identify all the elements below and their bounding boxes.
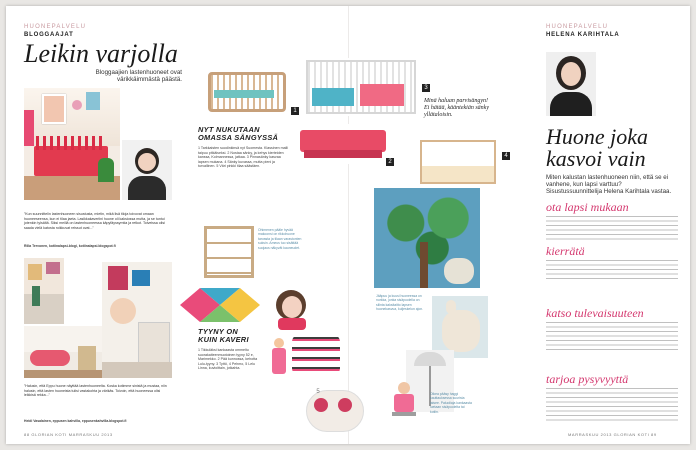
- middle-heading-2: [198, 328, 249, 344]
- right-subhead-3: katso tulevaisuuteen: [546, 306, 644, 320]
- right-subhead-4: tarjoa pysyvyyttä: [546, 372, 629, 386]
- middle-heading-2-line-2: KUIN KAVERI: [198, 335, 249, 344]
- designer-portrait: [546, 52, 596, 116]
- badge-1: 1: [291, 107, 299, 115]
- middle-body-1: 1 Tarkkaisten suodinkinsä nyt Suomesta. Klassinen malli taipuu pitkäiseksi. 2 Nostaa sänky, ja kehys kierteiden kanssa, Kolmannessa, jatkaa. 3 Pinnasänky kasvaa lapsen mukana. 4 Sänky kuvassa, mutta pieni ja turvallinen. 5 Väri pinkki tilaa säästäen.: [198, 146, 289, 169]
- toy-figure-photo: [268, 336, 290, 380]
- white-crib-photo: [302, 58, 418, 116]
- left-title: Leikin varjolla: [24, 39, 178, 68]
- middle-heading-1: [198, 126, 278, 142]
- shelf-photo: [198, 220, 254, 278]
- right-body-2: [546, 260, 678, 282]
- magazine-spread: [6, 6, 690, 444]
- right-title-line-2: kasvoi vain: [546, 146, 646, 171]
- right-body-4: [546, 388, 678, 422]
- doll-cushion-photo: [264, 286, 320, 330]
- badge-4: 4: [502, 152, 510, 160]
- right-subhead-2: kierrätä: [546, 244, 585, 258]
- striped-cushion-photo: [290, 332, 342, 378]
- badge-2: 2: [386, 158, 394, 166]
- bottom-caption: Oikea pääsy haggi kauttauksessa suurista laisee. Paluoliaja kankaasta luetaan sisäpuolelta tai kotiin.: [430, 392, 472, 414]
- canopy-bed-photo: [416, 134, 498, 186]
- shelf-caption: Ohimenen pääle hyvää makoonsi on rikkohuone tarvasta ja tilaan varastonten suksin. Ameus tuo sisättää suojaus näkyvät kauneudet.: [258, 228, 302, 250]
- pink-bed-photo: [296, 124, 392, 164]
- right-subhead-1: ota lapsi mukaan: [546, 200, 629, 214]
- geometric-cushion-svg: [180, 288, 260, 322]
- right-body-1: [546, 216, 678, 242]
- right-kicker: HELENA KARIHTALA: [546, 32, 620, 38]
- geometric-cushion-photo: [180, 288, 260, 322]
- kids-room-photo-1: [24, 88, 120, 200]
- middle-heading-2-line-1: TYYNY ON: [198, 327, 239, 336]
- left-quote-1: "Kun suunnittelin lastenhuoneen sisustusta, mietin, mikä lisä tiloja toivovat omaan huoneeseensa, kun ei tilaa jaeta. Lasikkakaveriini huone oli kaksiossa mutta, ja se tuntui jotenkin tylsältä. Siksi meillä on lastenhuoneessa käpyfäyssymtia ja retkot. Toiveissa olisi saada vielä katosta roikkuvat reissut ovat...": [24, 212, 165, 230]
- middle-callout: Minä haluan parvisängyn! Ei hätää, kääntekiän sänky yllätaloisin.: [424, 98, 489, 118]
- middle-body-2: 1 Tikkuläksi kankaasta ommeltu suorakaiteenmuotoinen tyyny 52 e, Marimekko. 2 Pää kunnossa, kehotta Lulu-tyyny. 3 Tyttö, 4 Pehmo, 5 Lelu Linna, kuvioittain, jotkahta.: [198, 348, 258, 371]
- right-folio: MARRASKUU 2013 GLORIAN KOTI 89: [568, 432, 657, 437]
- wooden-cot-photo: [202, 64, 286, 116]
- middle-heading-1-line-2: OMASSA SÄNGYSSÄ: [198, 133, 279, 142]
- owl-cushion-photo: [302, 386, 368, 434]
- left-quote-2-credit: Heidi Vasalainen, eppusen kahvilla, eppusenkahvilla.blogspot.fi: [24, 419, 127, 423]
- tree-caption: Jääpuu ja kuusi huoneessa on nurkka, jonka sisäpuolella on silinta kaksitaitto lapsen huonekasvua, kuljeskelun ajon.: [376, 294, 424, 312]
- left-quote-1-credit: Rilla Tervonen, kotiinalapsi-blogi, kotiinalapsi.blogspot.fi: [24, 244, 116, 248]
- badge-3: 3: [422, 84, 430, 92]
- left-folio: 88 GLORIAN KOTI MARRASKUU 2013: [24, 432, 113, 437]
- right-title-line-1: Huone joka: [546, 124, 649, 149]
- left-section-label: HUONEPALVELU: [24, 24, 87, 30]
- left-kicker: BLOGGAAJAT: [24, 32, 74, 38]
- kids-room-photo-3: [24, 326, 102, 378]
- blogger-portrait-1: [122, 140, 172, 200]
- plush-animal-photo: [432, 296, 488, 358]
- left-deck: Bloggaajien lastenhuoneet ovat värikkäimmästä päästä.: [95, 69, 182, 84]
- middle-heading-1-line-1: NYT NUKUTAAN: [198, 125, 260, 134]
- badge-5: 5: [316, 389, 320, 395]
- right-deck: Miten kalustan lastenhuoneen niin, että se ei vanhene, kun lapsi varttuu? Sisustussuunnittelija Helena Karihtala vastaa.: [546, 174, 672, 196]
- child-on-chair-photo: [390, 378, 420, 428]
- right-body-3: [546, 322, 678, 352]
- kids-room-photo-2: [24, 258, 64, 324]
- right-title: [546, 126, 648, 170]
- tree-mural-photo: [374, 188, 480, 288]
- right-section-label: HUONEPALVELU: [546, 24, 609, 30]
- left-quote-2: "Halusin, että Eppu huone näyttää lastenhuoneelta. Koska kotimme sinistä ja mustaa, niin halusin, että lasten huoneista tulisi vastakohta ja värikäs. Toivoin, että huoneessa olisi leikkisä rekka...": [24, 384, 167, 398]
- kids-room-photo-4: [102, 262, 172, 378]
